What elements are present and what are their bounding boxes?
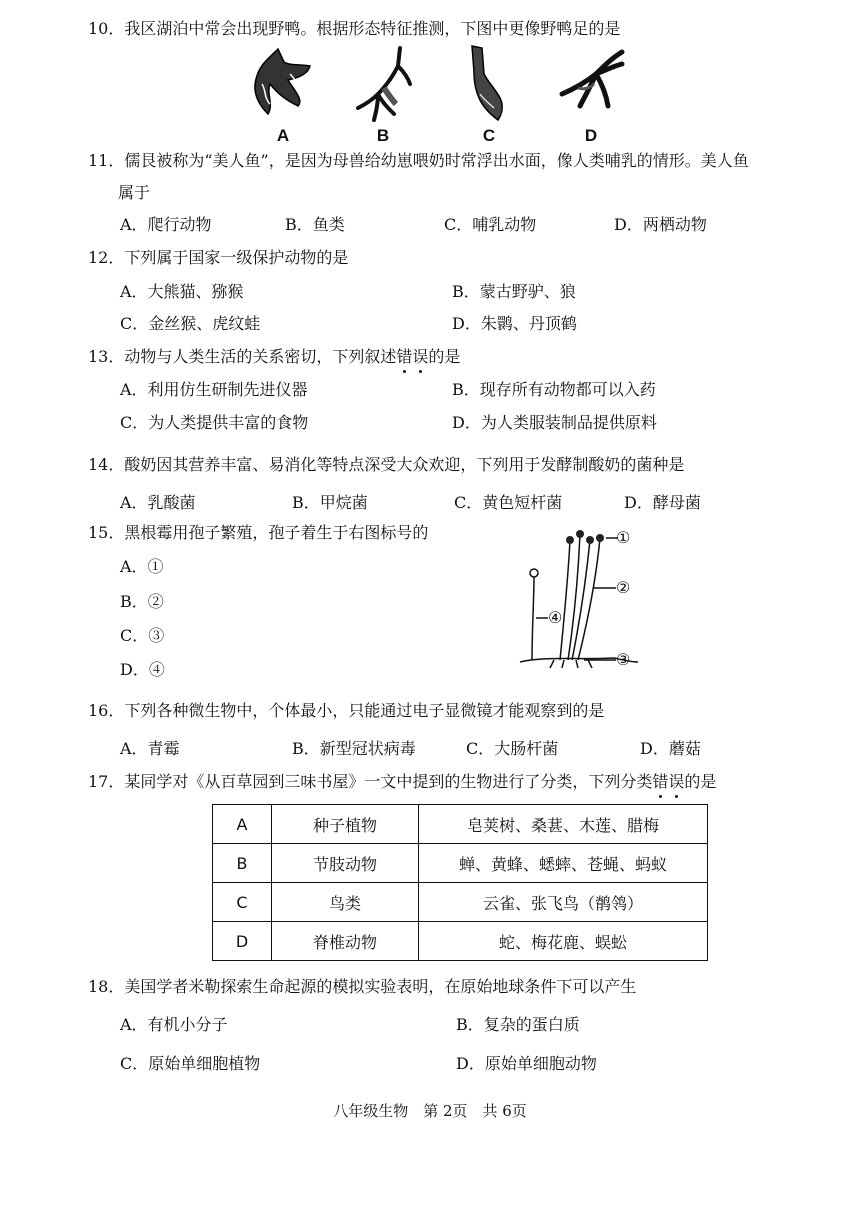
question-11-stem-line1: 11．儒艮被称为“美人鱼”，是因为母兽给幼崽喂奶时常浮出水面，像人类哺乳的情形。美人鱼 (88, 151, 749, 170)
q17-stem-after: 的是 (684, 772, 717, 791)
figure-label-1: ① (616, 528, 631, 547)
thin-wading-foot-icon (348, 44, 418, 124)
question-10-stem: 10．我区湖泊中常会出现野鸭。根据形态特征推测，下图中更像野鸭足的是 (88, 19, 621, 38)
q18-option-d[interactable]: D．原始单细胞动物 (456, 1054, 597, 1073)
figure-label-2: ② (616, 578, 631, 597)
foot-label-c: C (482, 126, 496, 145)
q14-option-a[interactable]: A．乳酸菌 (120, 493, 196, 512)
row-category: 脊椎动物 (272, 922, 419, 961)
q11-option-b[interactable]: B．鱼类 (285, 215, 345, 234)
q16-option-b[interactable]: B．新型冠状病毒 (292, 739, 416, 758)
row-organisms: 皂荚树、桑葚、木莲、腊梅 (419, 805, 708, 844)
q13-option-c[interactable]: C．为人类提供丰富的食物 (120, 413, 309, 432)
q13-option-b[interactable]: B．现存所有动物都可以入药 (452, 380, 656, 399)
q16-option-c[interactable]: C．大肠杆菌 (466, 739, 559, 758)
q12-option-c[interactable]: C．金丝猴、虎纹蛙 (120, 314, 261, 333)
row-category: 节肢动物 (272, 844, 419, 883)
table-row[interactable] (213, 805, 708, 844)
q11-option-d[interactable]: D．两栖动物 (614, 215, 707, 234)
q13-option-d[interactable]: D．为人类服装制品提供原料 (452, 413, 657, 432)
q18-option-c[interactable]: C．原始单细胞植物 (120, 1054, 261, 1073)
q14-option-c[interactable]: C．黄色短杆菌 (454, 493, 563, 512)
q15-option-b[interactable]: B．② (120, 592, 164, 611)
q18-option-a[interactable]: A．有机小分子 (120, 1015, 228, 1034)
q11-option-a[interactable]: A．爬行动物 (120, 215, 212, 234)
q11-option-c[interactable]: C．哺乳动物 (444, 215, 537, 234)
row-category: 鸟类 (272, 883, 419, 922)
row-category: 种子植物 (272, 805, 419, 844)
foot-label-a: A (276, 126, 290, 145)
q13-stem-before: 13．动物与人类生活的关系密切，下列叙述 (88, 347, 397, 366)
page-footer: 八年级生物 第 2页 共 6页 (333, 1102, 527, 1120)
question-15-stem: 15．黑根霉用孢子繁殖，孢子着生于右图标号的 (88, 523, 429, 542)
question-13-stem (88, 346, 460, 368)
row-organisms: 云雀、张飞鸟（鹡鸰） (419, 883, 708, 922)
table-row[interactable] (213, 844, 708, 883)
q16-option-d[interactable]: D．蘑菇 (640, 739, 701, 758)
question-17-stem (88, 771, 716, 793)
q15-option-c[interactable]: C．③ (120, 626, 165, 645)
webbed-foot-icon (454, 44, 524, 124)
emphasis-char-1: 错 (652, 772, 669, 791)
q15-option-a[interactable]: A．① (120, 557, 164, 576)
question-11-stem-line2: 属于 (118, 183, 151, 202)
foot-label-b: B (376, 126, 390, 145)
q12-option-d[interactable]: D．朱鹮、丹顶鹤 (452, 314, 577, 333)
q12-option-b[interactable]: B．蒙古野驴、狼 (452, 282, 576, 301)
question-14-stem: 14．酸奶因其营养丰富、易消化等特点深受大众欢迎，下列用于发酵制酸奶的菌种是 (88, 455, 685, 474)
emphasis-char-2: 误 (668, 772, 685, 791)
q14-option-d[interactable]: D．酵母菌 (624, 493, 701, 512)
foot-label-d: D (584, 126, 598, 145)
table-row[interactable] (213, 922, 708, 961)
emphasis-char-1: 错 (396, 347, 413, 366)
q13-stem-after: 的是 (428, 347, 461, 366)
figure-label-4: ④ (548, 608, 563, 627)
q14-option-b[interactable]: B．甲烷菌 (292, 493, 368, 512)
q13-option-a[interactable]: A．利用仿生研制先进仪器 (120, 380, 308, 399)
classification-table (212, 804, 708, 961)
emphasis-char-2: 误 (412, 347, 429, 366)
question-16-stem: 16．下列各种微生物中，个体最小，只能通过电子显微镜才能观察到的是 (88, 701, 605, 720)
question-12-stem: 12．下列属于国家一级保护动物的是 (88, 248, 349, 267)
clawed-perching-foot-icon (248, 44, 318, 124)
table-row[interactable] (213, 883, 708, 922)
q12-option-a[interactable]: A．大熊猫、猕猴 (120, 282, 244, 301)
row-key: C (213, 883, 272, 922)
row-organisms: 蝉、黄蜂、蟋蟀、苍蝇、蚂蚁 (419, 844, 708, 883)
q15-option-d[interactable]: D．④ (120, 660, 165, 679)
q16-option-a[interactable]: A．青霉 (120, 739, 180, 758)
question-18-stem: 18．美国学者米勒探索生命起源的模拟实验表明，在原始地球条件下可以产生 (88, 977, 637, 996)
bird-feet-figure (248, 44, 628, 148)
figure-label-3: ③ (616, 650, 631, 669)
row-key: B (213, 844, 272, 883)
q18-option-b[interactable]: B．复杂的蛋白质 (456, 1015, 580, 1034)
row-organisms: 蛇、梅花鹿、蜈蚣 (419, 922, 708, 961)
row-key: A (213, 805, 272, 844)
row-key: D (213, 922, 272, 961)
q17-stem-before: 17．某同学对《从百草园到三味书屋》一文中提到的生物进行了分类，下列分类 (88, 772, 653, 791)
long-toed-foot-icon (556, 44, 626, 124)
